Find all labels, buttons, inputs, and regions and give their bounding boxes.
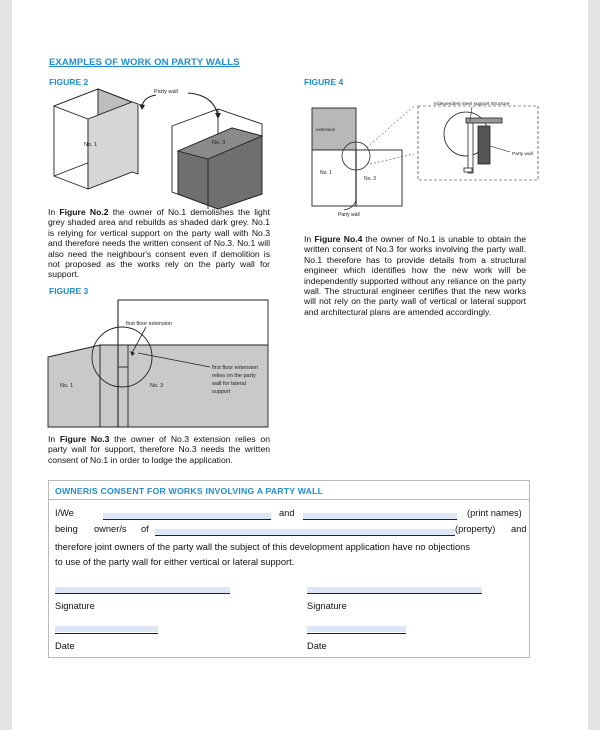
figure-4-party-wall-bottom: Party wall xyxy=(338,212,360,218)
figure-2-caption: In Figure No.2 the owner of No.1 demolishes the light grey shaded area and rebuilds as shaded dark grey. No.1 is relying for vertical support on the party wall with No.3 and therefore needs the written consent of No.3. No.1 will also need the neighbour's consent even if demolition is not proposed as the works rely on the party wall for support. xyxy=(48,207,270,280)
figure-3-callout-top: first floor extension xyxy=(126,321,173,327)
figure-4-diagram xyxy=(302,96,542,221)
figure-2-label: FIGURE 2 xyxy=(49,77,89,87)
svg-text:first floor extension: first floor extension xyxy=(212,365,259,371)
figure-4-no1-house xyxy=(312,150,356,206)
figure-3-no3-label: No. 3 xyxy=(150,383,164,389)
document-page xyxy=(12,0,588,730)
figure-2-no3-label: No. 3 xyxy=(212,140,226,146)
figure-3-diagram xyxy=(48,297,288,429)
page-heading: EXAMPLES OF WORK ON PARTY WALLS xyxy=(49,57,240,68)
figure-4-no1-label: No. 1 xyxy=(320,170,332,176)
statement-line-2: to use of the party wall for either vertical or lateral support. xyxy=(55,557,295,567)
figure-3-no1-label: No. 1 xyxy=(60,383,74,389)
svg-text:support: support xyxy=(212,389,231,395)
signature-right-label: Signature xyxy=(307,601,347,611)
signature-left-label: Signature xyxy=(55,601,95,611)
figure-4-extension-label: extension xyxy=(316,127,336,132)
and-label: and xyxy=(279,508,295,518)
figure-4-caption: In Figure No.4 the owner of No.1 is unable to obtain the written consent of No.3 for works involving the party wall. No.1 therefore has to provide details from a structural engineer which identifies how the new work will be independently supported without any reliance on the party wall. The structural engineer certifies that the new works will not rely on the party wall of vertical or lateral support and architectural plans are amended accordingly. xyxy=(304,234,526,317)
figure-4-steel-beam xyxy=(466,118,502,123)
of-label: of xyxy=(141,524,149,534)
consent-form-title: OWNER/S CONSENT FOR WORKS INVOLVING A PARTY WALL xyxy=(55,486,324,496)
figure-4-party-wall-detail xyxy=(478,126,490,164)
being-label: being xyxy=(55,524,78,534)
figure-3-label: FIGURE 3 xyxy=(49,286,89,296)
statement-line-1: therefore joint owners of the party wall the subject of this development application have no objections xyxy=(55,542,470,552)
figure-3-caption: In Figure No.3 the owner of No.3 extension relies on party wall for support, therefore No.3 needs the written consent of No.1 in order to lodge the application. xyxy=(48,434,270,465)
figure-4-steel-callout: Independent steel support structure xyxy=(434,102,510,107)
date-left-field[interactable] xyxy=(55,626,158,632)
svg-text:relies on the party: relies on the party xyxy=(212,373,256,379)
figure-4-steel-column xyxy=(468,123,473,173)
date-right-field[interactable] xyxy=(307,626,406,632)
print-names-label: (print names) xyxy=(467,508,522,518)
and-2-label: and xyxy=(511,524,527,534)
figure-4-no3-label: No. 3 xyxy=(364,176,376,182)
figure-2-no1-label: No. 1 xyxy=(84,142,98,148)
figure-4-label: FIGURE 4 xyxy=(304,77,344,87)
consent-form xyxy=(48,480,530,658)
consent-form-header xyxy=(49,481,529,500)
date-right-label: Date xyxy=(307,641,327,651)
iwe-label: I/We xyxy=(55,508,74,518)
figure-2-callout: Party wall xyxy=(154,89,178,95)
property-label: (property) xyxy=(455,524,496,534)
figure-4-party-wall-right: Party wall xyxy=(512,152,533,157)
figure-2-diagram xyxy=(48,84,288,206)
svg-text:wall for lateral: wall for lateral xyxy=(212,381,246,387)
owners-label: owner/s xyxy=(94,524,127,534)
date-left-label: Date xyxy=(55,641,75,651)
